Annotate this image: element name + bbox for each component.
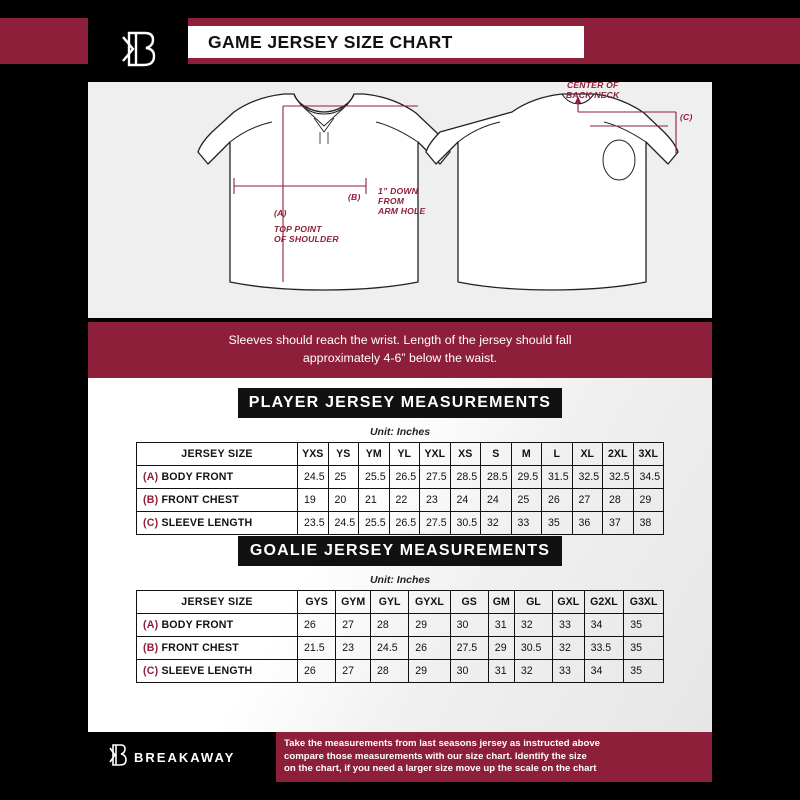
fit-note [88, 322, 712, 378]
goalie-measurement-value: 34 [584, 614, 624, 637]
goalie-size-gxl: GXL [553, 591, 585, 614]
goalie-measurement-value: 30 [450, 660, 488, 683]
goalie-measurement-value: 21.5 [298, 637, 336, 660]
goalie-row-label: (B) FRONT CHEST [137, 637, 298, 660]
player-row-label: (C) SLEEVE LENGTH [137, 512, 298, 535]
jersey-diagram [88, 82, 712, 318]
goalie-section-title [238, 536, 562, 566]
table-row [137, 660, 664, 683]
label-point-b: (B) [348, 192, 361, 202]
player-measurement-value: 32.5 [603, 466, 634, 489]
goalie-size-gyl: GYL [371, 591, 409, 614]
player-measurement-value: 35 [542, 512, 573, 535]
player-measurement-value: 23 [420, 489, 451, 512]
goalie-row-label: (C) SLEEVE LENGTH [137, 660, 298, 683]
player-section-title-text: PLAYER JERSEY MEASUREMENTS [248, 394, 552, 411]
player-measurement-value: 24 [450, 489, 481, 512]
breakaway-b-logo-icon [88, 18, 188, 82]
goalie-size-gym: GYM [336, 591, 371, 614]
footer-instructions [276, 732, 712, 782]
footer-instructions-line-2: compare those measurements with our size chart. Identify the size [284, 750, 587, 762]
goalie-measurement-value: 24.5 [371, 637, 409, 660]
player-measurement-value: 24.5 [298, 466, 329, 489]
player-measurement-value: 19 [298, 489, 329, 512]
goalie-measurement-value: 31 [488, 614, 514, 637]
player-size-l: L [542, 443, 573, 466]
player-measurement-value: 21 [359, 489, 390, 512]
measurement-tag: (B) [143, 642, 162, 654]
player-measurement-value: 29 [633, 489, 664, 512]
goalie-measurement-value: 23 [336, 637, 371, 660]
goalie-row-label: (A) BODY FRONT [137, 614, 298, 637]
footer-brand [88, 732, 294, 782]
player-measurement-value: 28 [603, 489, 634, 512]
footer-instructions-line-3: on the chart, if you need a larger size move up the scale on the chart [284, 763, 597, 775]
player-row-label: (A) BODY FRONT [137, 466, 298, 489]
goalie-measurement-value: 35 [624, 660, 664, 683]
goalie-unit-label: Unit: Inches [369, 574, 431, 586]
goalie-size-gm: GM [488, 591, 514, 614]
goalie-size-gys: GYS [298, 591, 336, 614]
page-title [188, 26, 584, 58]
player-size-m: M [511, 443, 542, 466]
goalie-measurement-value: 29 [488, 637, 514, 660]
player-measurement-value: 24.5 [328, 512, 359, 535]
player-size-yxs: YXS [298, 443, 329, 466]
measurement-tag: (C) [143, 517, 162, 529]
player-measurements-table [136, 442, 664, 535]
footer [88, 732, 712, 782]
player-measurement-value: 37 [603, 512, 634, 535]
goalie-section-title-text: GOALIE JERSEY MEASUREMENTS [249, 542, 551, 559]
table-row [137, 637, 664, 660]
goalie-measurement-value: 26 [298, 614, 336, 637]
goalie-measurement-value: 27.5 [450, 637, 488, 660]
player-row-label: (B) FRONT CHEST [137, 489, 298, 512]
player-size-3xl: 3XL [633, 443, 664, 466]
measurement-tag: (B) [143, 494, 162, 506]
player-measurement-value: 26.5 [389, 512, 420, 535]
label-top-point-of-shoulder: TOP POINT OF SHOULDER [274, 224, 339, 245]
player-measurement-value: 29.5 [511, 466, 542, 489]
table-row [137, 614, 664, 637]
label-center-back-neck: CENTER OF BACK NECK [566, 80, 620, 101]
goalie-measurement-value: 33.5 [584, 637, 624, 660]
player-unit-label: Unit: Inches [369, 426, 431, 438]
goalie-measurement-value: 29 [409, 660, 450, 683]
goalie-size-gs: GS [450, 591, 488, 614]
goalie-measurements-table [136, 590, 664, 683]
measurement-tag: (C) [143, 665, 162, 677]
player-measurement-value: 30.5 [450, 512, 481, 535]
goalie-size-g3xl: G3XL [624, 591, 664, 614]
footer-instructions-line-1: Take the measurements from last seasons jersey as instructed above [284, 737, 601, 749]
page-title-text: GAME JERSEY SIZE CHART [208, 31, 453, 52]
measurements-body [88, 378, 712, 732]
goalie-measurement-value: 35 [624, 637, 664, 660]
player-size-header: JERSEY SIZE [137, 443, 298, 466]
goalie-measurement-value: 32 [514, 614, 552, 637]
player-measurement-value: 23.5 [298, 512, 329, 535]
player-measurement-value: 31.5 [542, 466, 573, 489]
goalie-measurement-value: 33 [553, 614, 585, 637]
goalie-measurement-value: 29 [409, 614, 450, 637]
player-measurement-value: 33 [511, 512, 542, 535]
player-measurement-value: 24 [481, 489, 512, 512]
player-measurement-value: 27.5 [420, 512, 451, 535]
player-measurement-value: 28.5 [450, 466, 481, 489]
goalie-measurement-value: 30 [450, 614, 488, 637]
back-jersey-illustration [426, 94, 678, 290]
player-size-ym: YM [359, 443, 390, 466]
label-point-c: (C) [680, 112, 693, 122]
player-measurement-value: 26 [542, 489, 573, 512]
player-measurement-value: 25.5 [359, 466, 390, 489]
label-point-a: (A) [274, 208, 287, 218]
player-measurement-value: 25.5 [359, 512, 390, 535]
goalie-measurement-value: 27 [336, 614, 371, 637]
table-row [137, 489, 664, 512]
goalie-measurement-value: 26 [298, 660, 336, 683]
goalie-table-header-row [137, 591, 664, 614]
player-measurement-value: 28.5 [481, 466, 512, 489]
player-measurement-value: 34.5 [633, 466, 664, 489]
player-measurement-value: 38 [633, 512, 664, 535]
fit-note-line-1: Sleeves should reach the wrist. Length of the jersey should fall [228, 333, 572, 348]
header-logo-box [88, 18, 188, 82]
table-row [137, 466, 664, 489]
label-down-from-arm-hole: 1” DOWN FROM ARM HOLE [378, 186, 426, 217]
player-measurement-value: 20 [328, 489, 359, 512]
player-size-2xl: 2XL [603, 443, 634, 466]
player-measurement-value: 25 [511, 489, 542, 512]
player-size-s: S [481, 443, 512, 466]
goalie-measurement-value: 35 [624, 614, 664, 637]
footer-brand-text: BREAKAWAY [134, 749, 236, 765]
fit-note-line-2: approximately 4-6” below the waist. [302, 351, 498, 365]
measurement-tag: (A) [143, 619, 162, 631]
player-measurement-value: 26.5 [389, 466, 420, 489]
goalie-measurement-value: 32 [514, 660, 552, 683]
goalie-measurement-value: 27 [336, 660, 371, 683]
player-measurement-value: 36 [572, 512, 603, 535]
goalie-measurement-value: 28 [371, 614, 409, 637]
player-size-ys: YS [328, 443, 359, 466]
goalie-measurement-value: 33 [553, 660, 585, 683]
goalie-measurement-value: 30.5 [514, 637, 552, 660]
goalie-size-gyxl: GYXL [409, 591, 450, 614]
goalie-measurement-value: 32 [553, 637, 585, 660]
player-table-header-row [137, 443, 664, 466]
player-size-xl: XL [572, 443, 603, 466]
player-section-title [238, 388, 562, 418]
player-measurement-value: 32 [481, 512, 512, 535]
player-measurement-value: 22 [389, 489, 420, 512]
goalie-measurement-value: 31 [488, 660, 514, 683]
goalie-measurement-value: 28 [371, 660, 409, 683]
goalie-measurement-value: 34 [584, 660, 624, 683]
player-measurement-value: 32.5 [572, 466, 603, 489]
player-measurement-value: 27.5 [420, 466, 451, 489]
goalie-size-header: JERSEY SIZE [137, 591, 298, 614]
player-size-yl: YL [389, 443, 420, 466]
measurement-tag: (A) [143, 471, 162, 483]
goalie-size-g2xl: G2XL [584, 591, 624, 614]
table-row [137, 512, 664, 535]
player-size-xs: XS [450, 443, 481, 466]
breakaway-b-logo-icon [106, 742, 128, 773]
player-measurement-value: 25 [328, 466, 359, 489]
player-size-yxl: YXL [420, 443, 451, 466]
player-measurement-value: 27 [572, 489, 603, 512]
goalie-measurement-value: 26 [409, 637, 450, 660]
goalie-size-gl: GL [514, 591, 552, 614]
